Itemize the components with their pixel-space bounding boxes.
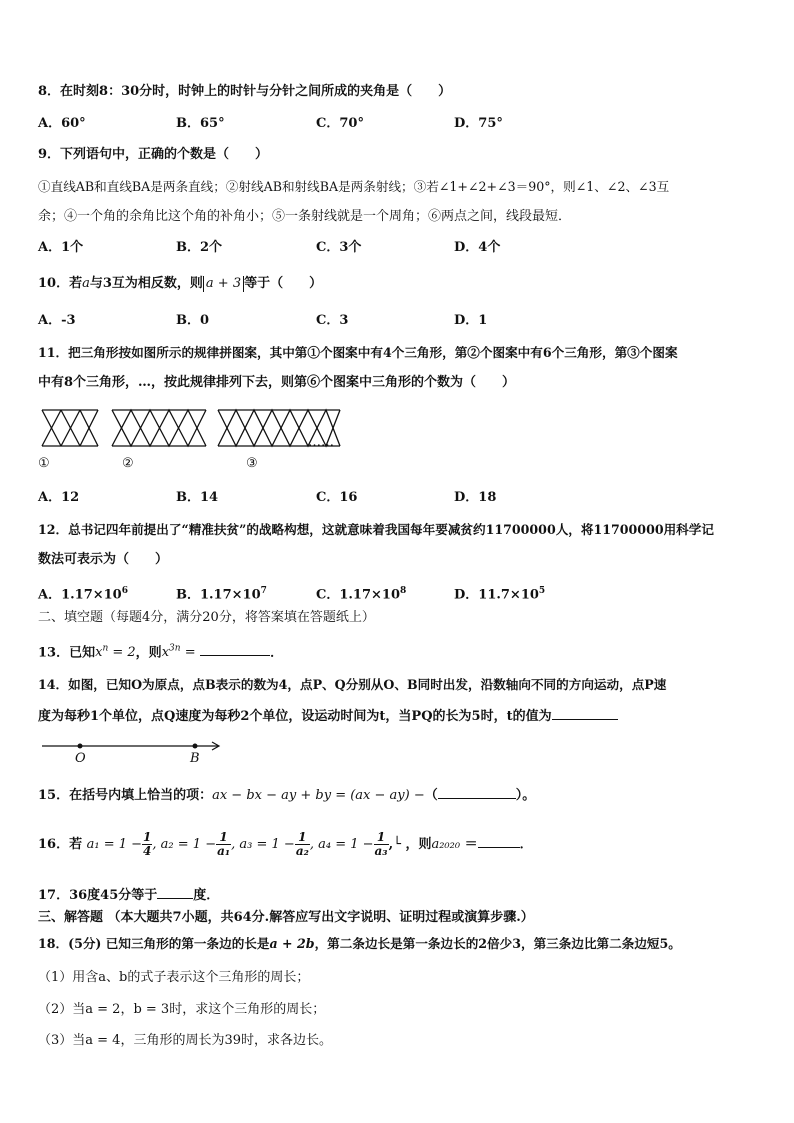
question-9-line1: ①直线AB和直线BA是两条直线；②射线AB和射线BA是两条射线；③若∠1+∠2+∠3＝90°，则∠1、∠2、∠3互 (38, 179, 670, 194)
section-3-heading: 三、解答题 （本大题共7小题，共64分.解答应写出文字说明、证明过程或演算步骤.） (38, 910, 534, 925)
q16-frac-1 (142, 831, 152, 858)
pattern-label-2: ② (122, 456, 134, 471)
q12-option-d-base: D．11.7×10 (454, 587, 539, 603)
pattern-1-shape (42, 410, 98, 446)
q16-frac-2-den: a₁ (217, 844, 231, 858)
q10-prefix: 10．若 (38, 276, 83, 291)
q12-option-c-exp: 8 (400, 586, 407, 596)
q16-frac-4 (374, 831, 389, 858)
q13-mid: ，则 (135, 645, 162, 661)
q16-frac-1-den: 4 (143, 844, 152, 858)
point-b-label: B (190, 751, 200, 766)
q16-target: a₂₀₂₀ (431, 837, 461, 852)
q13-end: ． (270, 645, 284, 661)
question-11-line2: 中有8个三角形，…，按此规律排列下去，则第⑥个图案中三角形的个数为（ ） (38, 375, 516, 390)
q10-middle: 与3互为相反数，则 (89, 276, 203, 291)
question-9-line2: 余；④一个角的余角比这个角的补角小；⑤一条射线就是一个周角；⑥两点之间，线段最短． (38, 209, 572, 224)
pattern-label-3: ③ (246, 456, 258, 471)
q16-end: ． (519, 837, 533, 852)
q13-eq1-sup: n (102, 644, 109, 654)
q10-suffix: 等于（ ） (244, 276, 323, 291)
q11-option-a: A．12 (38, 490, 80, 505)
question-15 (38, 786, 764, 804)
q12-option-d-exp: 5 (538, 586, 546, 596)
q16-answer-blank[interactable] (478, 835, 520, 848)
question-16 (38, 830, 764, 860)
q13-eq2 (162, 645, 196, 660)
q10-var-a: a (82, 276, 90, 291)
q13-eq2-tail: = (180, 645, 196, 661)
q12-option-b-exp: 7 (260, 586, 267, 596)
question-9-stem: 9．下列语句中，正确的个数是（ ） (38, 147, 269, 162)
q16-a3: , a₃ = 1 − (231, 837, 295, 852)
q13-eq2-base: x (161, 645, 170, 661)
q12-option-c (316, 583, 406, 603)
q15-open-paren: （ (424, 788, 438, 803)
q15-prefix: 15．在括号内填上恰当的项： (38, 788, 213, 803)
q16-frac-3-num: 1 (295, 831, 310, 845)
q16-prefix: 16．若 (38, 837, 83, 852)
q16-a1: a₁ = 1 − (86, 837, 143, 852)
pattern-ellipsis: …… (308, 435, 334, 450)
q16-frac-2 (216, 831, 231, 858)
q17-answer-blank[interactable] (157, 886, 193, 899)
pattern-label-1: ① (38, 456, 50, 471)
q16-frac-4-den: a₃ (374, 844, 388, 858)
q12-option-a (38, 583, 128, 603)
number-line-figure (40, 736, 230, 766)
question-8-stem: 8．在时刻8：30分时，时钟上的时针与分针之间所成的夹角是（ ） (38, 84, 452, 99)
q12-option-c-base: C．1.17×10 (316, 587, 400, 603)
q18-part-2: （2）当a = 2，b = 3时，求这个三角形的周长； (38, 1002, 326, 1017)
q9-option-d: D．4个 (454, 240, 501, 255)
q18-stem-b: ，第二条边长是第一条边长的2倍少3，第三条边比第二条边短5。 (314, 936, 681, 951)
q13-eq1-tail: = 2 (108, 645, 136, 661)
q11-option-c: C．16 (316, 490, 358, 505)
q9-option-b: B．2个 (176, 240, 223, 255)
q11-option-d: D．18 (454, 490, 497, 505)
q16-tail: ,└ ，则 (388, 837, 432, 852)
q14-answer-blank[interactable] (552, 707, 618, 720)
q12-option-b (176, 583, 267, 603)
q10-option-d: D．1 (454, 313, 488, 328)
question-18-stem (38, 936, 764, 952)
q8-option-d: D．75° (454, 116, 503, 131)
q12-option-b-base: B．1.17×10 (176, 587, 261, 603)
q9-option-a: A．1个 (38, 240, 84, 255)
q16-frac-2-num: 1 (216, 831, 231, 845)
q15-close-paren: ）。 (515, 788, 536, 803)
q12-option-d (454, 583, 545, 603)
point-o-label: O (75, 751, 86, 766)
q12-option-a-exp: 6 (121, 586, 128, 596)
point-o-dot (78, 744, 83, 749)
point-b-dot (193, 744, 198, 749)
q18-stem-a: 18．(5分) 已知三角形的第一条边的长是 (38, 936, 270, 951)
q13-eq1-base: x (95, 645, 103, 661)
q16-frac-1-num: 1 (143, 830, 152, 844)
q10-option-a: A．-3 (38, 313, 76, 328)
q16-a4: , a₄ = 1 − (309, 837, 374, 852)
section-2-heading: 二、填空题（每题4分，满分20分，将答案填在答题纸上） (38, 610, 375, 625)
q14-line2-text: 度为每秒1个单位，点Q速度为每秒2个单位，设运动时间为t，当PQ的长为5时，t的值为 (38, 709, 552, 724)
question-14-line2 (38, 707, 764, 725)
q8-option-a: A．60° (38, 116, 86, 131)
pattern-2-shape (112, 410, 206, 446)
q13-answer-blank[interactable] (200, 643, 270, 656)
q16-frac-3-den: a₂ (295, 844, 309, 858)
question-12-line2: 数法可表示为（ ） (38, 552, 169, 567)
q8-option-c: C．70° (316, 116, 364, 131)
question-12-line1: 12．总书记四年前提出了“精准扶贫”的战略构想，这就意味着我国每年要减贫约11700000人，将11700000用科学记 (38, 522, 714, 537)
q16-equals: ＝ (460, 837, 478, 852)
question-13 (38, 641, 764, 661)
question-10-stem (38, 276, 764, 292)
q16-frac-3 (295, 831, 310, 858)
q12-option-a-base: A．1.17×10 (38, 587, 122, 603)
q18-part-3: （3）当a = 4，三角形的周长为39时，求各边长。 (38, 1033, 332, 1048)
q16-a2: , a₂ = 1 − (152, 837, 217, 852)
q18-expression: a + 2b (269, 936, 315, 951)
q15-expression: ax − bx − ay + by = (ax − ay) − (212, 788, 425, 803)
q13-eq1 (95, 645, 136, 660)
q11-option-b: B．14 (176, 490, 219, 505)
q17-suffix: 度． (193, 888, 220, 903)
q17-prefix: 17．36度45分等于 (38, 888, 158, 903)
q10-option-c: C．3 (316, 313, 349, 328)
question-17 (38, 886, 764, 904)
q18-part-1: （1）用含a、b的式子表示这个三角形的周长； (38, 970, 310, 985)
q10-abs-expression: a + 3 (203, 276, 244, 292)
question-11-line1: 11．把三角形按如图所示的规律拼图案，其中第①个图案中有4个三角形，第②个图案中有6个三角形，第③个图案 (38, 345, 678, 360)
q13-eq2-sup: 3n (169, 644, 181, 654)
q9-option-c: C．3个 (316, 240, 362, 255)
q13-prefix: 13．已知 (38, 645, 96, 661)
q15-answer-blank[interactable] (438, 786, 516, 799)
q8-option-b: B．65° (176, 116, 225, 131)
q16-frac-4-num: 1 (374, 831, 389, 845)
q10-option-b: B．0 (176, 313, 210, 328)
question-14-line1: 14．如图，已知O为原点，点B表示的数为4，点P、Q分别从O、B同时出发，沿数轴向不同的方向运动，点P速 (38, 677, 667, 692)
